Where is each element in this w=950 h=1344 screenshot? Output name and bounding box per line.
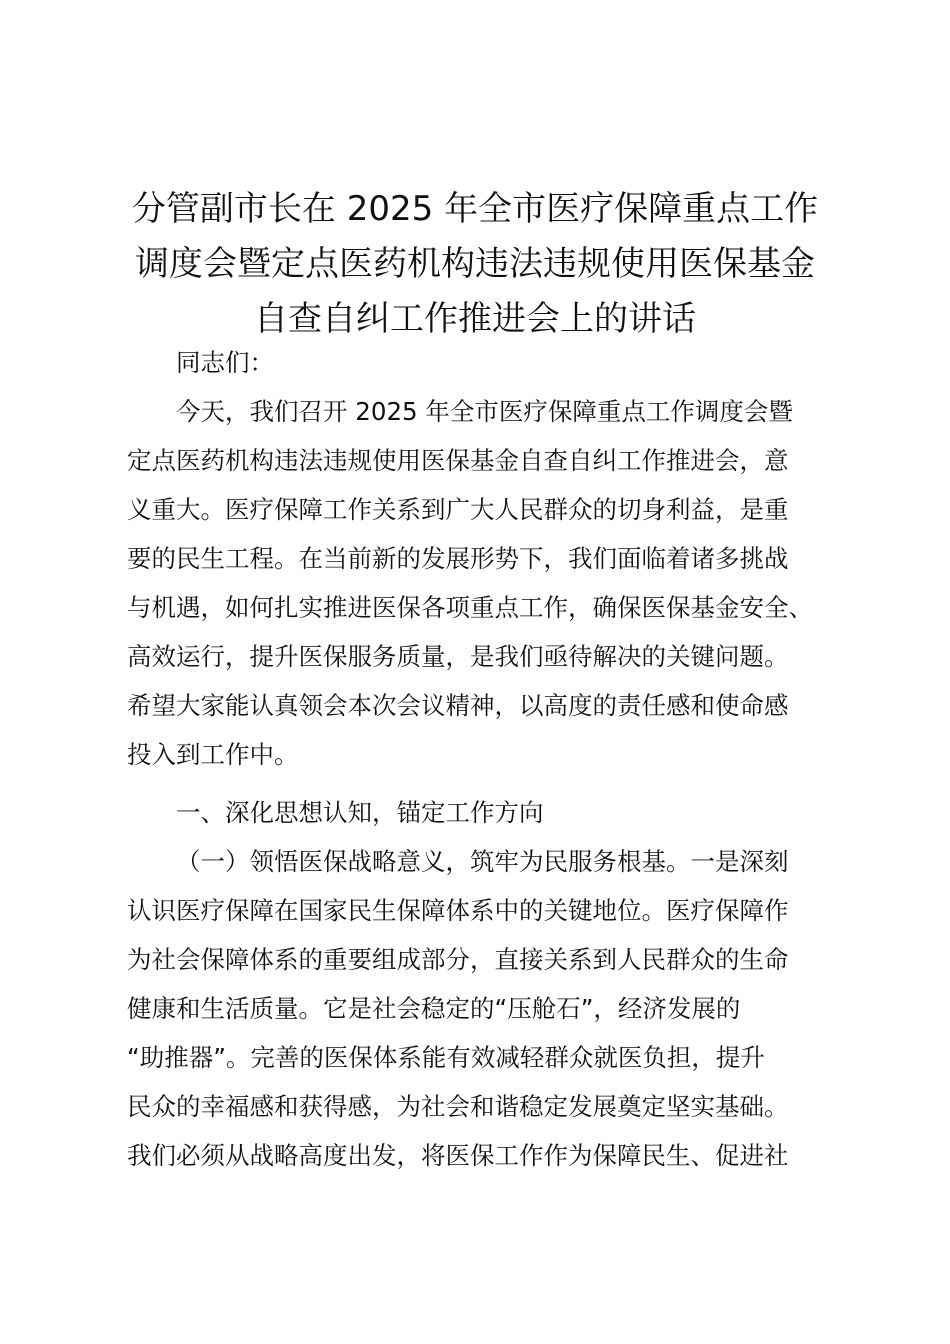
paragraph-line: 要的民生工程。在当前新的发展形势下，我们面临着诸多挑战 [127,544,789,573]
title-line: 分管副市长在 2025 年全市医疗保障重点工作 [131,189,819,229]
paragraph-line: 义重大。医疗保障工作关系到广大人民群众的切身利益，是重 [127,495,789,524]
paragraph-line: 民众的幸福感和获得感，为社会和谐稳定发展奠定坚实基础。 [127,1092,789,1121]
paragraph-line: 希望大家能认真领会本次会议精神，以高度的责任感和使命感 [127,691,789,720]
document-body [127,338,833,1180]
paragraph-line: 与机遇，如何扎实推进医保各项重点工作，确保医保基金安全、 [127,593,813,622]
section-heading [127,788,833,837]
section-heading-text: 一、深化思想认知，锚定工作方向 [176,798,544,827]
paragraph-line: 定点医药机构违法违规使用医保基金自查自纠工作推进会，意 [127,446,789,475]
paragraph-line: 健康和生活质量。它是社会稳定的“压舱石”，经济发展的 [127,994,741,1023]
document-title [110,182,840,347]
paragraph-line: “助推器”。完善的医保体系能有效减轻群众就医负担，提升 [127,1043,765,1072]
salutation [127,338,833,387]
paragraph-line: 投入到工作中。 [127,740,299,769]
title-line: 自查自纠工作推进会上的讲话 [254,299,696,339]
paragraph-section1 [127,837,833,1180]
paragraph-line: 我们必须从战略高度出发，将医保工作作为保障民生、促进社 [127,1141,789,1170]
salutation-text: 同志们： [176,348,274,377]
title-line: 调度会暨定点医药机构违法违规使用医保基金 [135,244,815,284]
paragraph-line: 认识医疗保障在国家民生保障体系中的关键地位。医疗保障作 [127,896,789,925]
paragraph-intro [127,387,833,779]
paragraph-line: 高效运行，提升医保服务质量，是我们亟待解决的关键问题。 [127,642,789,671]
paragraph-line: 今天，我们召开 2025 年全市医疗保障重点工作调度会暨 [176,397,793,426]
paragraph-line: （一）领悟医保战略意义，筑牢为民服务根基。一是深刻 [176,847,789,876]
paragraph-line: 为社会保障体系的重要组成部分，直接关系到人民群众的生命 [127,945,789,974]
